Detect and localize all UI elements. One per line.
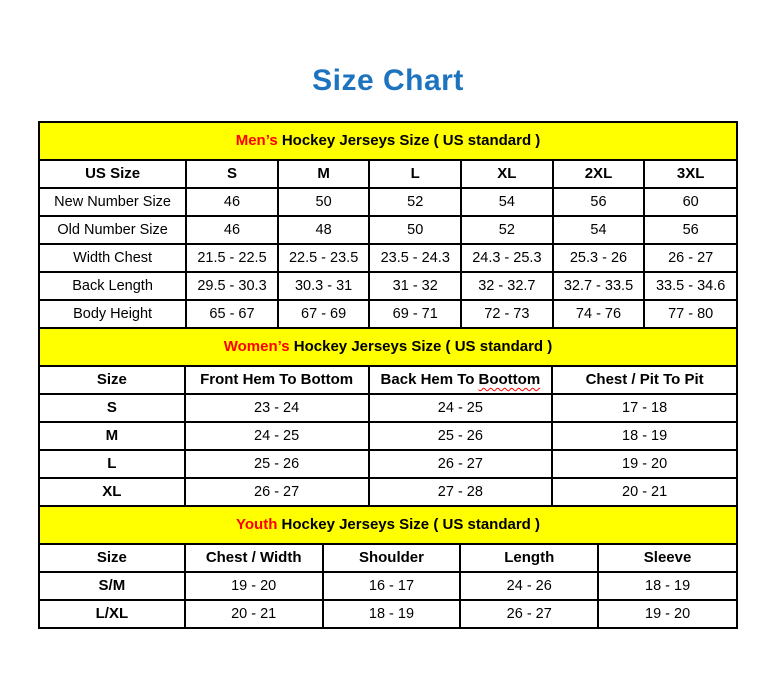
size-chart-tables <box>38 121 738 629</box>
header-cell: Chest / Width <box>185 545 323 572</box>
youth-band-highlight: Youth <box>236 516 278 533</box>
header-cell: 2XL <box>553 161 645 188</box>
value-cell: 26 - 27 <box>369 450 553 478</box>
value-cell: 24 - 25 <box>369 394 553 422</box>
header-cell: L <box>369 161 461 188</box>
womens-section-band <box>40 327 736 367</box>
value-cell: 22.5 - 23.5 <box>278 244 370 272</box>
header-cell: Shoulder <box>323 545 461 572</box>
page-title: Size Chart <box>312 64 464 97</box>
value-cell: 24 - 25 <box>185 422 369 450</box>
table-row <box>40 450 736 478</box>
value-cell: 18 - 19 <box>598 572 736 600</box>
value-cell: 18 - 19 <box>552 422 736 450</box>
value-cell: 54 <box>553 216 645 244</box>
row-label-cell: XL <box>40 478 185 505</box>
womens-band-rest: Hockey Jerseys Size ( US standard ) <box>293 338 553 355</box>
row-label-cell: L/XL <box>40 600 185 627</box>
womens-band-highlight: Women’s <box>223 338 290 355</box>
mens-header-row <box>40 161 736 188</box>
row-label-cell: Body Height <box>40 300 186 327</box>
value-cell: 20 - 21 <box>185 600 323 627</box>
value-cell: 26 - 27 <box>460 600 598 627</box>
value-cell: 20 - 21 <box>552 478 736 505</box>
row-label-cell: M <box>40 422 185 450</box>
value-cell: 74 - 76 <box>553 300 645 327</box>
header-text: Back Hem To <box>380 371 475 388</box>
value-cell: 46 <box>186 216 278 244</box>
value-cell: 69 - 71 <box>369 300 461 327</box>
table-row <box>40 394 736 422</box>
table-row <box>40 600 736 627</box>
value-cell: 21.5 - 22.5 <box>186 244 278 272</box>
table-row <box>40 478 736 505</box>
table-row <box>40 300 736 327</box>
value-cell: 26 - 27 <box>185 478 369 505</box>
table-row <box>40 244 736 272</box>
youth-band-rest: Hockey Jerseys Size ( US standard ) <box>281 516 540 533</box>
row-label-cell: Old Number Size <box>40 216 186 244</box>
table-row <box>40 216 736 244</box>
value-cell: 31 - 32 <box>369 272 461 300</box>
value-cell: 52 <box>369 188 461 216</box>
header-cell: XL <box>461 161 553 188</box>
value-cell: 25 - 26 <box>369 422 553 450</box>
value-cell: 52 <box>461 216 553 244</box>
value-cell: 67 - 69 <box>278 300 370 327</box>
value-cell: 65 - 67 <box>186 300 278 327</box>
header-cell: Size <box>40 545 185 572</box>
table-row <box>40 272 736 300</box>
table-row <box>40 572 736 600</box>
value-cell: 56 <box>553 188 645 216</box>
value-cell: 32.7 - 33.5 <box>553 272 645 300</box>
row-label-cell: S/M <box>40 572 185 600</box>
value-cell: 54 <box>461 188 553 216</box>
row-label-cell: L <box>40 450 185 478</box>
value-cell: 33.5 - 34.6 <box>644 272 736 300</box>
value-cell: 56 <box>644 216 736 244</box>
youth-header-row <box>40 545 736 572</box>
value-cell: 24 - 26 <box>460 572 598 600</box>
value-cell: 48 <box>278 216 370 244</box>
value-cell: 24.3 - 25.3 <box>461 244 553 272</box>
header-cell: Chest / Pit To Pit <box>552 367 736 394</box>
header-cell: 3XL <box>644 161 736 188</box>
mens-size-table <box>40 161 736 327</box>
table-row <box>40 188 736 216</box>
value-cell: 19 - 20 <box>598 600 736 627</box>
womens-header-row <box>40 367 736 394</box>
mens-section-band <box>40 123 736 161</box>
mens-band-highlight: Men’s <box>235 132 278 149</box>
header-cell: M <box>278 161 370 188</box>
value-cell: 77 - 80 <box>644 300 736 327</box>
value-cell: 46 <box>186 188 278 216</box>
row-label-cell: New Number Size <box>40 188 186 216</box>
value-cell: 26 - 27 <box>644 244 736 272</box>
header-cell: US Size <box>40 161 186 188</box>
value-cell: 27 - 28 <box>369 478 553 505</box>
header-cell: Size <box>40 367 185 394</box>
value-cell: 30.3 - 31 <box>278 272 370 300</box>
header-cell: Front Hem To Bottom <box>185 367 369 394</box>
value-cell: 50 <box>369 216 461 244</box>
value-cell: 25.3 - 26 <box>553 244 645 272</box>
table-row <box>40 422 736 450</box>
mens-band-rest: Hockey Jerseys Size ( US standard ) <box>281 132 541 149</box>
value-cell: 23 - 24 <box>185 394 369 422</box>
value-cell: 29.5 - 30.3 <box>186 272 278 300</box>
value-cell: 17 - 18 <box>552 394 736 422</box>
youth-section-band <box>40 505 736 545</box>
youth-size-table <box>40 545 736 627</box>
value-cell: 50 <box>278 188 370 216</box>
row-label-cell: Width Chest <box>40 244 186 272</box>
value-cell: 16 - 17 <box>323 572 461 600</box>
value-cell: 23.5 - 24.3 <box>369 244 461 272</box>
value-cell: 19 - 20 <box>552 450 736 478</box>
value-cell: 19 - 20 <box>185 572 323 600</box>
value-cell: 32 - 32.7 <box>461 272 553 300</box>
value-cell: 18 - 19 <box>323 600 461 627</box>
value-cell: 72 - 73 <box>461 300 553 327</box>
misspelled-word-wavy-underline: Boottom <box>478 371 541 388</box>
row-label-cell: Back Length <box>40 272 186 300</box>
header-cell: Length <box>460 545 598 572</box>
value-cell: 25 - 26 <box>185 450 369 478</box>
value-cell: 60 <box>644 188 736 216</box>
header-cell: Sleeve <box>598 545 736 572</box>
header-cell: S <box>186 161 278 188</box>
header-cell <box>369 367 553 394</box>
womens-size-table <box>40 367 736 505</box>
row-label-cell: S <box>40 394 185 422</box>
